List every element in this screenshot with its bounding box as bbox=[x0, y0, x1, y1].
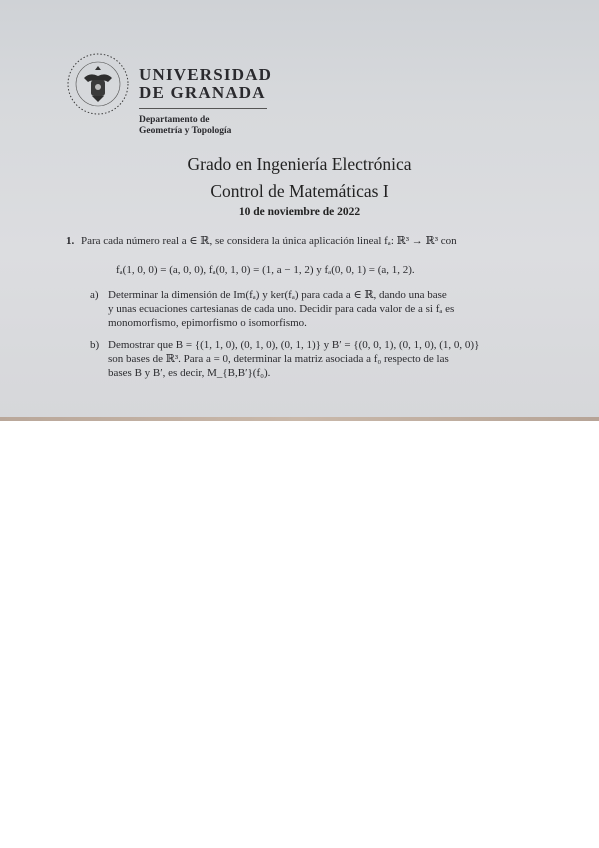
department-line2: Geometría y Topología bbox=[139, 126, 232, 136]
degree-title: Grado en Ingeniería Electrónica bbox=[187, 154, 412, 174]
question-1-equations: fₐ(1, 0, 0) = (a, 0, 0), fₐ(0, 1, 0) = (1, a − 1, 2) y fₐ(0, 0, 1) = (a, 1, 2). bbox=[116, 264, 415, 276]
university-name bbox=[139, 66, 272, 102]
department-name bbox=[139, 115, 231, 137]
exam-date: 10 de noviembre de 2022 bbox=[238, 206, 361, 218]
part-a-line: y unas ecuaciones cartesianas de cada uno. Decidir para cada valor de a si fₐ es bbox=[108, 303, 455, 315]
question-text: Para cada número real a ∈ ℝ, se considera la única aplicación lineal fₐ: ℝ³ → ℝ³ con bbox=[81, 235, 457, 247]
question-number: 1. bbox=[66, 235, 75, 247]
university-seal-icon bbox=[66, 52, 130, 116]
part-b-label: b) bbox=[90, 339, 100, 351]
university-name-line2: DE GRANADA bbox=[139, 83, 266, 102]
part-a-label: a) bbox=[90, 289, 99, 301]
part-b-line: Demostrar que B = {(1, 1, 0), (0, 1, 0), (0, 1, 1)} y B′ = {(0, 0, 1), (0, 1, 0), (1, 0, 0)} bbox=[108, 339, 480, 351]
part-b-line: son bases de ℝ³. Para a = 0, determinar la matriz asociada a f₀ respecto de las bbox=[108, 353, 449, 365]
part-a bbox=[90, 288, 535, 330]
part-b bbox=[90, 338, 535, 380]
exam-title: Control de Matemáticas I bbox=[210, 181, 389, 201]
university-name-line1: UNIVERSIDAD bbox=[139, 65, 273, 84]
part-b-line: bases B y B′, es decir, M_{B,B′}(f₀). bbox=[108, 367, 271, 379]
department-line1: Departamento de bbox=[139, 115, 210, 125]
part-a-line: monomorfismo, epimorfismo o isomorfismo. bbox=[108, 317, 307, 329]
divider bbox=[139, 108, 267, 109]
exam-photo bbox=[0, 0, 599, 421]
question-1-statement bbox=[66, 234, 457, 248]
part-a-line: Determinar la dimensión de Im(fₐ) y ker(fₐ) para cada a ∈ ℝ, dando una base bbox=[108, 289, 447, 301]
